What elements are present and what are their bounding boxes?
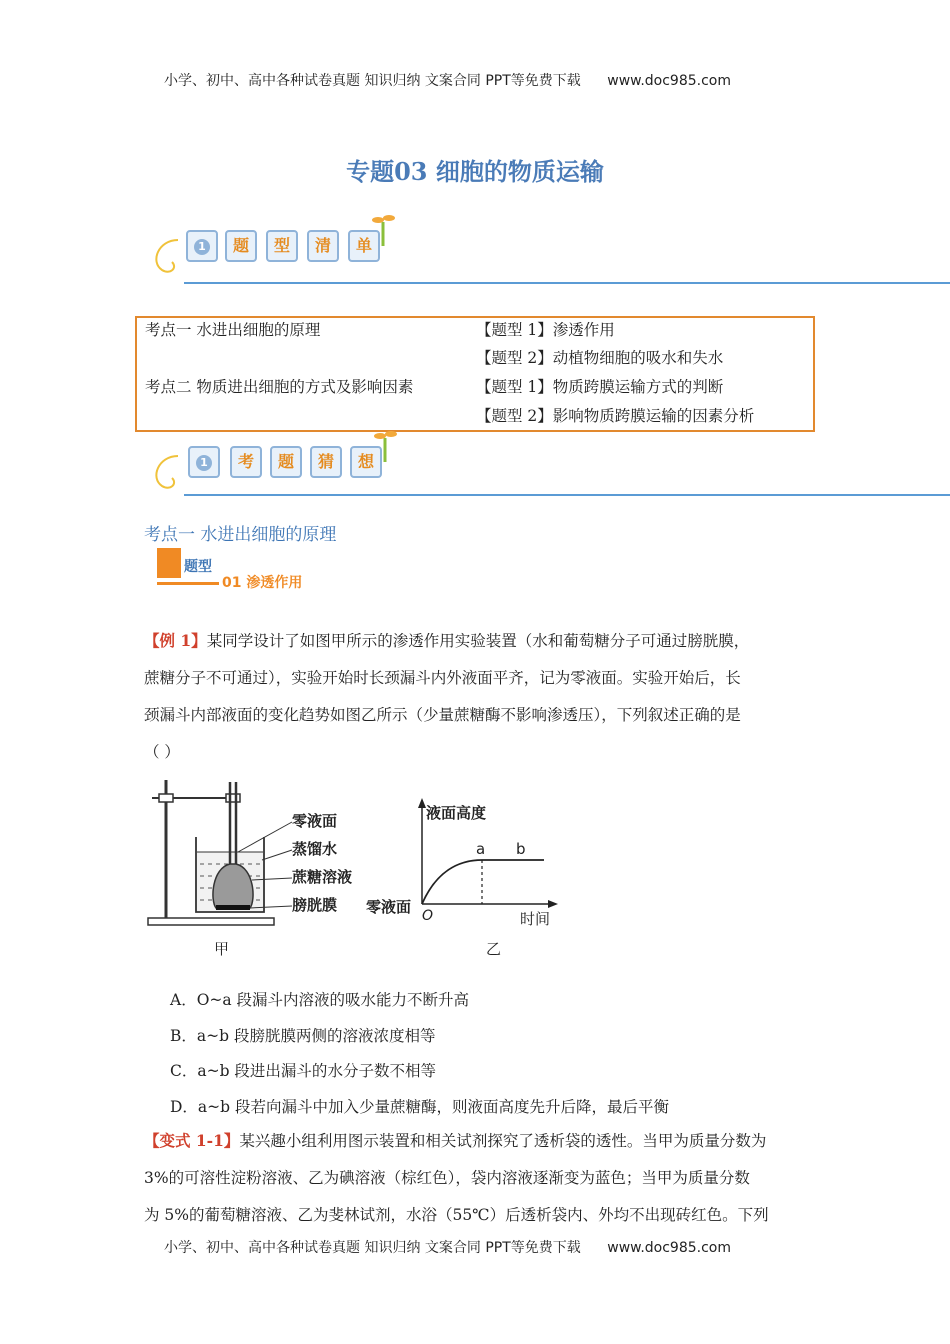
badge-number: 1 [186,230,218,262]
swirl-icon [148,232,188,282]
label-sucrose-solution: 蔗糖溶液 [292,868,353,886]
banner-line [184,282,950,284]
liquid-level-graph [366,794,566,960]
tag-underline [157,582,219,585]
footer-text: 小学、初中、高中各种试卷真题 知识归纳 文案合同 PPT等免费下载 [164,1240,581,1256]
option-c: C．a~b 段进出漏斗的水分子数不相等 [170,1062,436,1080]
footer-url[interactable]: www.doc985.com [607,1240,731,1256]
example-line: 颈漏斗内部液面的变化趋势如图乙所示（少量蔗糖酶不影响渗透压），下列叙述正确的是 [144,706,741,724]
page-title: 专题03 细胞的物质运输 [346,157,604,186]
badge-char: 题 [270,446,302,478]
example-line: 蔗糖分子不可通过），实验开始时长颈漏斗内外液面平齐，记为零液面。实验开始后，长 [144,669,741,687]
caption-yi: 乙 [486,940,502,958]
example-line: （ ） [144,743,180,761]
header-text: 小学、初中、高中各种试卷真题 知识归纳 文案合同 PPT等免费下载 [164,73,581,89]
badge-char: 题 [225,230,257,262]
apparatus-figure [146,772,376,962]
overview-type-3: 【题型 1】物质跨膜运输方式的判断 [476,378,724,396]
variant-line: 为 5%的葡萄糖溶液、乙为斐林试剂，水浴（55℃）后透析袋内、外均不出现砖红色。下列 [144,1206,769,1224]
variant-line: 【变式 1-1】某兴趣小组利用图示装置和相关试剂探究了透析袋的透性。当甲为质量分数为 [144,1131,767,1150]
example-1 [144,622,824,771]
badge-char: 清 [307,230,339,262]
label-bladder-membrane: 膀胱膜 [292,896,338,914]
badge-char: 型 [266,230,298,262]
badge-char: 单 [348,230,380,262]
example-line: 【例 1】某同学设计了如图甲所示的渗透作用实验装置（水和葡萄糖分子可通过膀胱膜， [144,631,750,650]
overview-type-4: 【题型 2】影响物质跨膜运输的因素分析 [476,407,755,425]
option-a: A．O~a 段漏斗内溶液的吸水能力不断升高 [170,991,470,1009]
tag-label: 题型 [184,559,212,575]
graph-point-a: a [476,840,486,858]
graph-xlabel: 时间 [520,910,551,928]
section-heading: 考点一 水进出细胞的原理 [144,525,337,545]
header-url[interactable]: www.doc985.com [607,73,731,89]
graph-origin: O [422,908,434,924]
label-zero-level: 零液面 [292,812,338,830]
caption-jia: 甲 [214,940,230,958]
overview-type-1: 【题型 1】渗透作用 [476,321,615,339]
page-header [164,70,731,90]
badge-char: 考 [230,446,262,478]
overview-point-1: 考点一 水进出细胞的原理 [145,321,321,339]
variant-label: 【变式 1-1】 [144,1131,240,1150]
label-distilled-water: 蒸馏水 [292,840,338,858]
option-d: D．a~b 段若向漏斗中加入少量蔗糖酶，则液面高度先升后降，最后平衡 [170,1098,670,1116]
banner-line [184,494,950,496]
banner-predictions [148,428,908,498]
option-b: B．a~b 段膀胱膜两侧的溶液浓度相等 [170,1027,436,1045]
graph-ylabel: 液面高度 [426,804,487,822]
variant-1-1 [144,1122,824,1234]
badge-char: 猜 [310,446,342,478]
swirl-icon [148,448,188,498]
overview-point-2: 考点二 物质进出细胞的方式及影响因素 [145,378,414,396]
tag-subtitle: 01 渗透作用 [222,575,303,591]
badge-number: 1 [188,446,220,478]
overview-type-2: 【题型 2】动植物细胞的吸水和失水 [476,349,724,367]
sprout-icon [370,212,396,248]
page-footer [164,1237,731,1257]
variant-line: 3%的可溶性淀粉溶液、乙为碘溶液（棕红色），袋内溶液逐渐变为蓝色；当甲为质量分数 [144,1169,750,1187]
graph-point-b: b [516,840,526,858]
example-label: 【例 1】 [144,631,207,650]
badge-char: 想 [350,446,382,478]
banner-question-types [148,212,908,282]
tag-block [157,548,181,578]
graph-zero-label: 零液面 [366,898,412,916]
sprout-icon [372,428,398,464]
